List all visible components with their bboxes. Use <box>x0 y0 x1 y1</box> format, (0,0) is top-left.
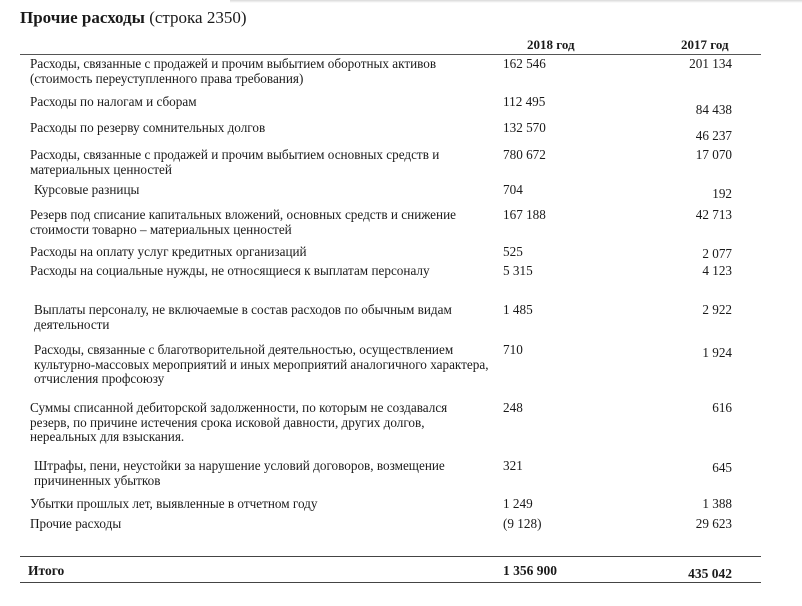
row-label: Расходы на социальные нужды, не относящиеся к выплатам персоналу <box>30 263 430 278</box>
row-value-2017: 4 123 <box>702 263 732 278</box>
row-value-2018: 248 <box>503 400 523 415</box>
row-label: Расходы, связанные с благотворительной деятельностью, осуществлением культурно-массовых мероприятий и иных мероприятий аналогичного характера, отчисления профсоюзу <box>34 342 489 386</box>
row-label: Расходы, связанные с продажей и прочим выбытием оборотных активов (стоимость переуступленного права требования) <box>30 56 437 86</box>
section-heading <box>20 8 247 28</box>
row-value-2018: 1 249 <box>503 496 533 511</box>
row-value-2018: (9 128) <box>503 516 542 531</box>
row-value-2018: 710 <box>503 342 523 357</box>
row-label: Прочие расходы <box>30 516 122 531</box>
row-value-2018: 780 672 <box>503 147 546 162</box>
row-value-2017: 29 623 <box>695 516 732 531</box>
row-value-2017: 645 <box>712 460 732 475</box>
row-value-2017: 2 077 <box>702 246 732 261</box>
row-label: Убытки прошлых лет, выявленные в отчетном году <box>30 496 318 511</box>
row-value-2018: 704 <box>503 182 523 197</box>
row-value-2017: 17 070 <box>695 147 732 162</box>
total-rule-bottom <box>20 582 761 583</box>
row-value-2017: 1 924 <box>702 345 732 360</box>
total-value-2018: 1 356 900 <box>503 563 557 578</box>
row-value-2017: 2 922 <box>702 302 732 317</box>
row-value-2018: 162 546 <box>503 56 546 71</box>
row-label: Курсовые разницы <box>34 182 140 197</box>
column-header-2017: 2017 год <box>681 37 729 52</box>
top-edge-rule <box>230 0 802 3</box>
row-value-2018: 1 485 <box>503 302 533 317</box>
row-label: Суммы списанной дебиторской задолженности, по которым не создавался резерв, по причине истечения срока исковой давности, других долгов, нереальных для взыскания. <box>30 400 448 444</box>
total-value-2017: 435 042 <box>688 566 732 581</box>
row-value-2018: 112 495 <box>503 94 546 109</box>
row-value-2018: 132 570 <box>503 120 546 135</box>
row-value-2017: 616 <box>712 400 732 415</box>
row-value-2017: 1 388 <box>702 496 732 511</box>
row-value-2017: 84 438 <box>695 102 732 117</box>
row-value-2018: 525 <box>503 244 523 259</box>
row-value-2018: 5 315 <box>503 263 533 278</box>
row-label: Штрафы, пени, неустойки за нарушение условий договоров, возмещение причиненных убытков <box>34 458 445 488</box>
heading-line-ref: (строка 2350) <box>144 8 247 27</box>
header-rule <box>20 54 761 55</box>
heading-title: Прочие расходы <box>20 8 145 27</box>
row-label: Расходы по налогам и сборам <box>30 94 197 109</box>
total-rule-top <box>20 556 761 557</box>
row-value-2018: 167 188 <box>503 207 546 222</box>
row-label: Расходы, связанные с продажей и прочим выбытием основных средств и материальных ценностей <box>30 147 440 177</box>
row-label: Резерв под списание капитальных вложений, основных средств и снижение стоимости товарно – материальных ценностей <box>30 207 457 237</box>
row-label: Расходы по резерву сомнительных долгов <box>30 120 266 135</box>
row-value-2017: 192 <box>712 186 732 201</box>
row-value-2018: 321 <box>503 458 523 473</box>
row-value-2017: 42 713 <box>695 207 732 222</box>
row-label: Расходы на оплату услуг кредитных организаций <box>30 244 307 259</box>
row-label: Выплаты персоналу, не включаемые в состав расходов по обычным видам деятельности <box>34 302 452 332</box>
row-value-2017: 201 134 <box>689 56 732 71</box>
row-value-2017: 46 237 <box>695 128 732 143</box>
total-label: Итого <box>28 563 65 578</box>
column-header-2018: 2018 год <box>527 37 575 52</box>
